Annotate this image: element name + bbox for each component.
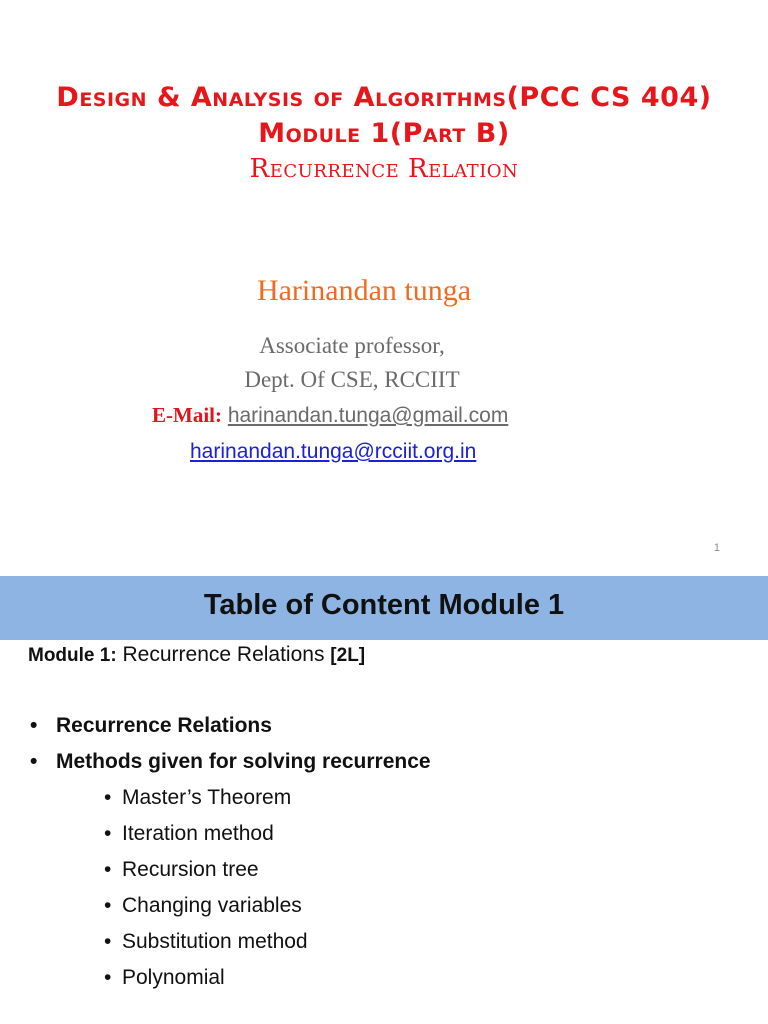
list-item — [104, 928, 308, 964]
sub-bullet-text: Iteration method — [122, 822, 274, 845]
course-title: Design & Analysis of Algorithms(PCC CS 404) — [56, 82, 712, 113]
sub-bullet-text: Master’s Theorem — [122, 786, 292, 809]
list-item — [104, 820, 308, 856]
module-heading — [28, 643, 365, 667]
email-link-rcciit[interactable]: harinandan.tunga@rcciit.org.in — [190, 440, 477, 463]
author-role: Associate professor, — [259, 333, 445, 358]
list-item — [104, 784, 308, 820]
module-prefix: Module 1: — [28, 645, 117, 666]
list-item — [30, 748, 431, 784]
bullet-icon: • — [30, 714, 38, 737]
author-name: Harinandan tunga — [256, 274, 472, 307]
bullet-icon: • — [104, 858, 112, 881]
sub-bullet-text: Recursion tree — [122, 858, 259, 881]
main-bullet-list — [30, 712, 431, 784]
bullet-text: Methods given for solving recurrence — [56, 750, 431, 773]
toc-slide — [0, 576, 768, 1024]
list-item — [30, 712, 431, 748]
module-name: Recurrence Relations — [122, 643, 325, 666]
module-title: Module 1(Part B) — [258, 118, 510, 149]
topic-title: Recurrence Relation — [249, 154, 519, 184]
email-label: E-Mail: — [152, 403, 222, 427]
email-link-gmail[interactable]: harinandan.tunga@gmail.com — [227, 404, 509, 427]
bullet-icon: • — [30, 750, 38, 773]
author-department: Dept. Of CSE, RCCIIT — [244, 367, 460, 392]
email-row — [152, 403, 508, 428]
bullet-icon: • — [104, 966, 112, 989]
sub-bullet-text: Polynomial — [122, 966, 225, 989]
toc-banner — [0, 576, 768, 640]
list-item — [104, 964, 308, 1000]
page-number: 1 — [713, 542, 720, 554]
toc-title: Table of Content Module 1 — [203, 589, 565, 621]
bullet-icon: • — [104, 894, 112, 917]
sub-bullet-list — [104, 784, 308, 1000]
bullet-icon: • — [104, 930, 112, 953]
bullet-icon: • — [104, 786, 112, 809]
sub-bullet-text: Substitution method — [122, 930, 308, 953]
module-hours: [2L] — [330, 645, 366, 666]
bullet-icon: • — [104, 822, 112, 845]
list-item — [104, 892, 308, 928]
bullet-text: Recurrence Relations — [56, 714, 272, 737]
list-item — [104, 856, 308, 892]
sub-bullet-text: Changing variables — [122, 894, 302, 917]
